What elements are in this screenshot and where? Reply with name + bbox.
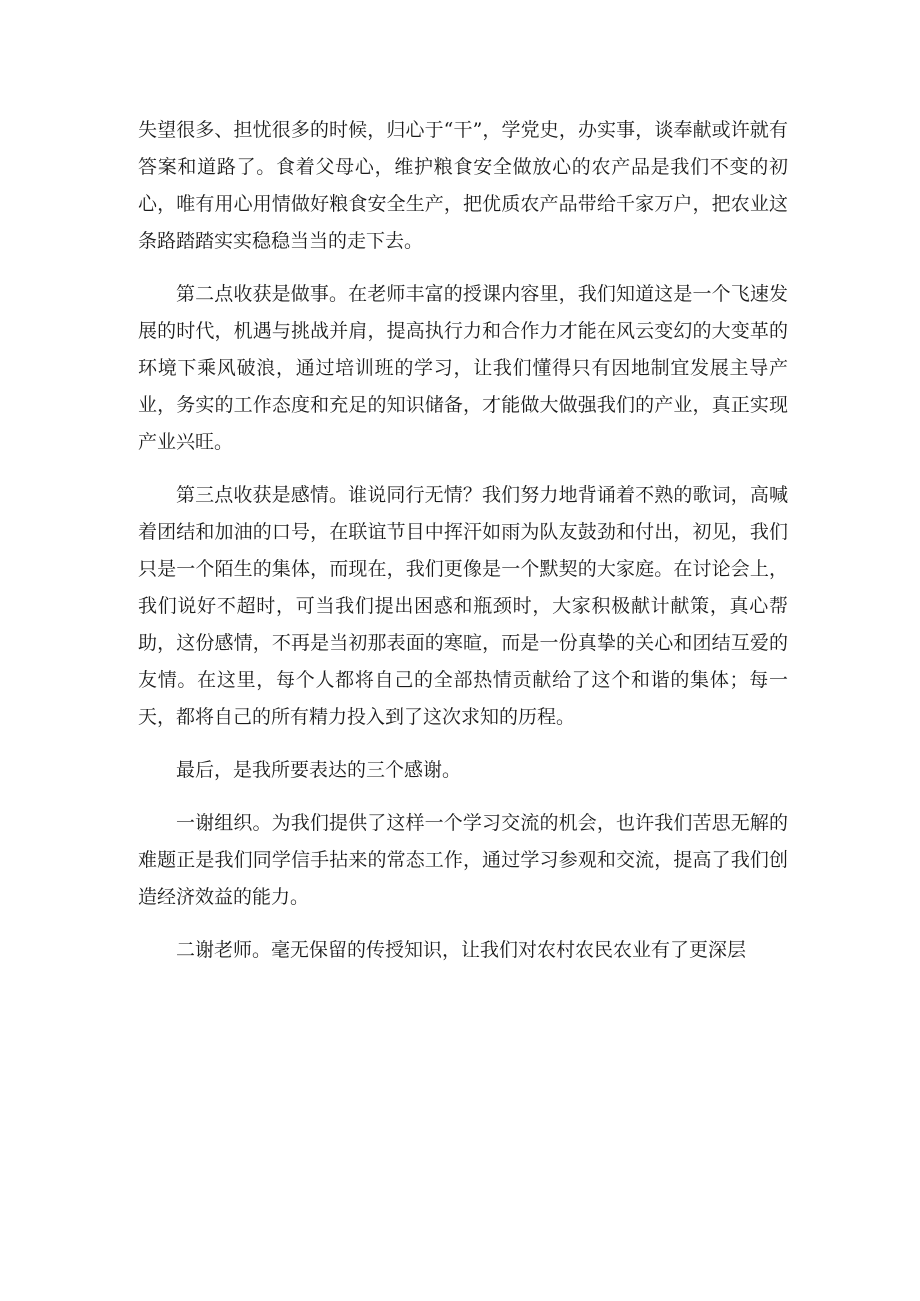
paragraph-second-gain: 第二点收获是做事。在老师丰富的授课内容里，我们知道这是一个飞速发展的时代，机遇与挑战并肩，提高执行力和合作力才能在风云变幻的大变革的环境下乘风破浪，通过培训班的学习，让我们懂得只有因地制宜发展主导产业，务实的工作态度和充足的知识储备，才能做大做强我们的产业，真正实现产业兴旺。 [138, 283, 788, 453]
paragraph-continuation: 失望很多、担忧很多的时候，归心于“干”，学党史，办实事，谈奉献或许就有答案和道路了。食着父母心，维护粮食安全做放心的农产品是我们不变的初心，唯有用心用情做好粮食安全生产，把优质农产品带给千家万户，把农业这条路踏踏实实稳稳当当的走下去。 [138, 119, 788, 252]
paragraph-thanks-teachers: 二谢老师。毫无保留的传授知识，让我们对农村农民农业有了更深层 [176, 939, 747, 961]
document-body [138, 112, 788, 969]
paragraph-thanks-intro: 最后，是我所要表达的三个感谢。 [176, 759, 462, 781]
paragraph-thanks-organization: 一谢组织。为我们提供了这样一个学习交流的机会，也许我们苦思无解的难题正是我们同学信手拈来的常态工作，通过学习参观和交流，提高了我们创造经济效益的能力。 [138, 812, 788, 908]
paragraph-third-gain: 第三点收获是感情。谁说同行无情？我们努力地背诵着不熟的歌词，高喊着团结和加油的口号，在联谊节目中挥汗如雨为队友鼓劲和付出，初见，我们只是一个陌生的集体，而现在，我们更像是一个默契的大家庭。在讨论会上，我们说好不超时，可当我们提出困惑和瓶颈时，大家积极献计献策，真心帮助，这份感情，不再是当初那表面的寒暄，而是一份真挚的关心和团结互爱的友情。在这里，每个人都将自己的全部热情贡献给了这个和谐的集体；每一天，都将自己的所有精力投入到了这次求知的历程。 [138, 484, 788, 728]
